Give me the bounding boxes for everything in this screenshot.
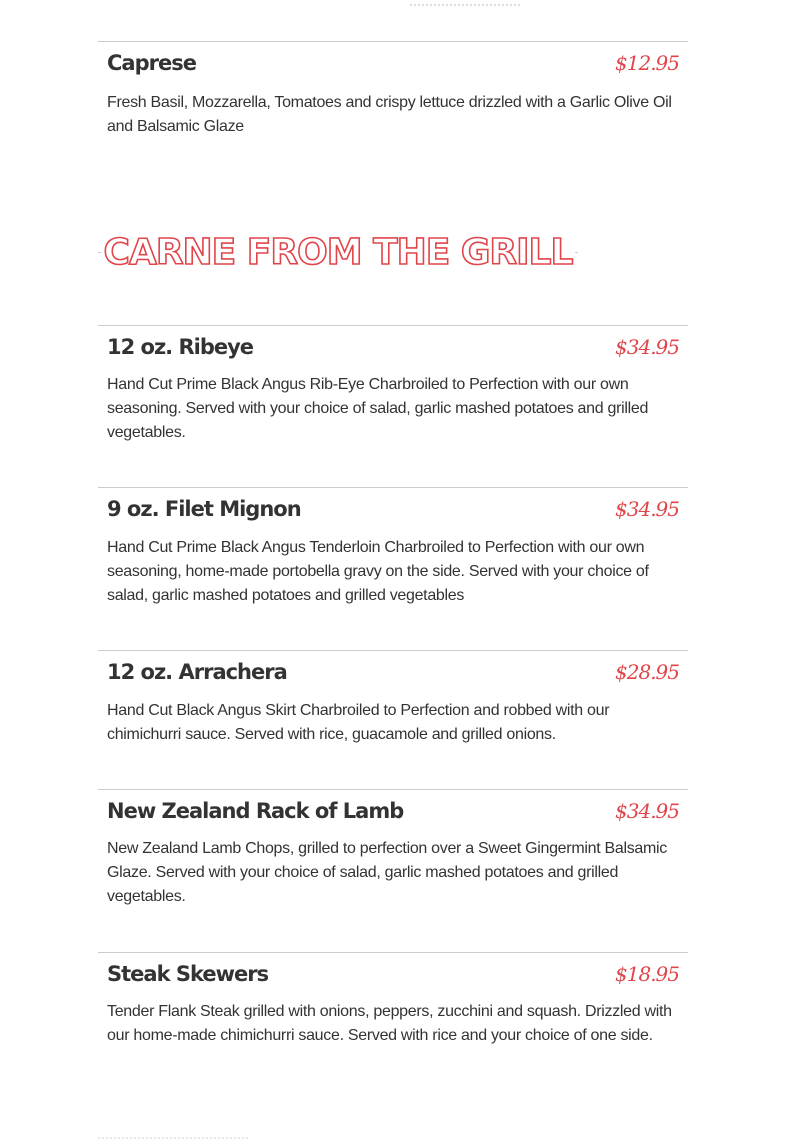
- menu-item-filet-mignon: [98, 487, 688, 608]
- menu-item-price: $12.95: [615, 51, 679, 75]
- menu-item-description: Hand Cut Prime Black Angus Tenderloin Charbroiled to Perfection with our own seasoning, home-made portobella gravy on the side. Served with your choice of salad, garlic mashed potatoes and grilled vegetables: [107, 539, 649, 604]
- menu-item-price: $34.95: [615, 497, 679, 521]
- menu-item-ribeye: [98, 325, 688, 445]
- menu-item-name: 12 oz. Ribeye: [107, 335, 254, 359]
- menu-item-name: 12 oz. Arrachera: [107, 660, 287, 684]
- previous-section-divider: [410, 0, 520, 6]
- menu-item-price: $34.95: [615, 799, 679, 823]
- menu-item-name: New Zealand Rack of Lamb: [107, 799, 404, 823]
- menu-item-arrachera: [98, 650, 688, 747]
- section-title-right-rule: [575, 252, 578, 253]
- menu-item-description: Tender Flank Steak grilled with onions, peppers, zucchini and squash. Drizzled with our home-made chimichurri sauce. Served with rice and your choice of one side.: [107, 1003, 672, 1044]
- menu-item-header: [98, 953, 688, 993]
- menu-item-rack-of-lamb: [98, 789, 688, 909]
- menu-item-name: Steak Skewers: [107, 962, 269, 986]
- menu-item-header: [98, 651, 688, 691]
- menu-item-description: New Zealand Lamb Chops, grilled to perfection over a Sweet Gingermint Balsamic Glaze. Served with your choice of salad, garlic mashed potatoes and grilled vegetables.: [107, 840, 667, 905]
- menu-item-description: Fresh Basil, Mozzarella, Tomatoes and crispy lettuce drizzled with a Garlic Olive Oil and Balsamic Glaze: [107, 94, 672, 135]
- menu-item-caprese: [98, 41, 688, 139]
- menu-item-header: [98, 790, 688, 830]
- menu-item-price: $18.95: [615, 962, 679, 986]
- menu-item-header: [98, 488, 688, 528]
- section-title-text: CARNE FROM THE GRILL: [103, 231, 573, 273]
- menu-item-name: Caprese: [107, 51, 196, 75]
- menu-item-steak-skewers: [98, 952, 688, 1048]
- menu-item-description: Hand Cut Black Angus Skirt Charbroiled to Perfection and robbed with our chimichurri sauce. Served with rice, guacamole and grilled onions.: [107, 702, 610, 743]
- menu-item-price: $34.95: [615, 335, 679, 359]
- section-title: [98, 228, 578, 276]
- menu-item-price: $28.95: [615, 660, 679, 684]
- menu-item-header: [98, 42, 688, 82]
- menu-item-header: [98, 326, 688, 366]
- menu-item-name: 9 oz. Filet Mignon: [107, 497, 301, 521]
- menu-item-description: Hand Cut Prime Black Angus Rib-Eye Charbroiled to Perfection with our own seasoning. Served with your choice of salad, garlic mashed potatoes and grilled vegetables.: [107, 376, 649, 441]
- next-section-divider: [98, 1137, 248, 1145]
